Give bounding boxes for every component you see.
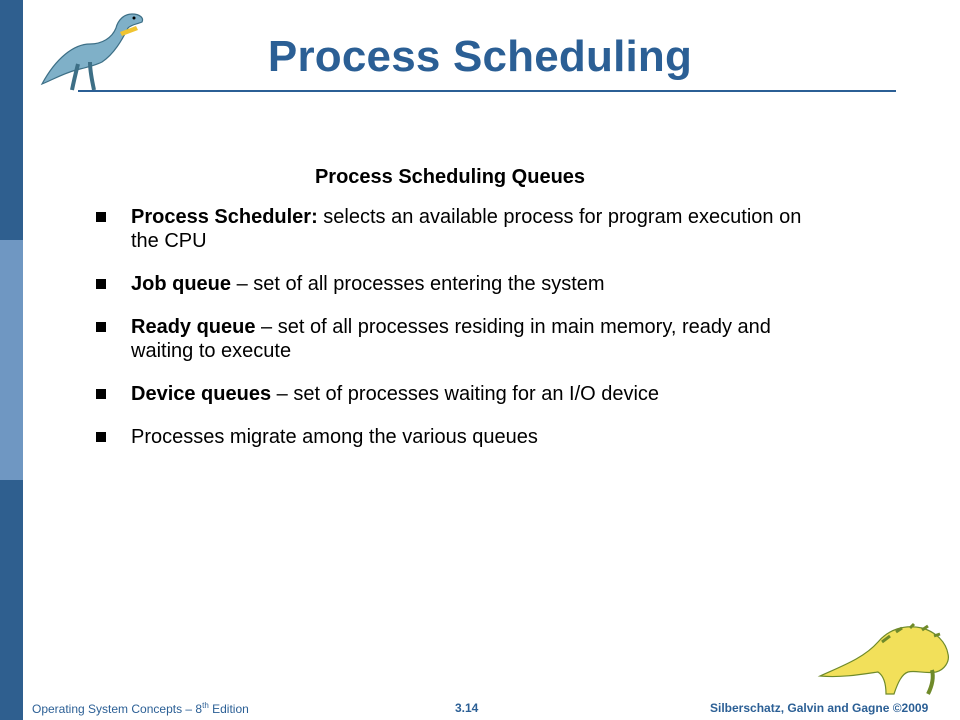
footer-book-title-text: Operating System Concepts – 8 [32,702,203,716]
slide-title: Process Scheduling [267,32,693,81]
left-sidebar-bar [0,0,23,720]
bullet-text: – set of processes waiting for an I/O device [271,383,660,405]
bullet-item [96,425,816,449]
bullet-text: Processes migrate among the various queues [131,426,538,448]
bullet-term: Ready queue [131,316,256,338]
square-bullet-icon [96,322,106,332]
dinosaur-icon [812,612,960,698]
title-underline [78,90,896,92]
section-subtitle: Process Scheduling Queues [314,166,586,188]
square-bullet-icon [96,389,106,399]
square-bullet-icon [96,279,106,289]
sidebar-segment-middle [0,240,23,480]
bullet-text: – set of all processes entering the system [231,273,605,295]
bullet-item [96,272,816,296]
footer-book-title-sup: th [202,701,209,710]
bullet-term: Job queue [131,273,232,295]
footer-book-title [32,701,249,716]
bullet-text: – set of all processes residing in main memory, ready and waiting to execute [131,316,771,362]
bullet-item [96,205,816,253]
bullet-item [96,382,816,406]
square-bullet-icon [96,212,106,222]
footer-book-title-suffix: Edition [208,702,249,716]
bullet-term: Process Scheduler: [131,206,318,228]
square-bullet-icon [96,432,106,442]
bullet-item [96,315,816,363]
footer-copyright: Silberschatz, Galvin and Gagne ©2009 [710,701,929,715]
bullet-term: Device queues [131,383,272,405]
sidebar-segment-bottom [0,480,23,720]
page-number: 3.14 [455,701,479,715]
bullet-text: selects an available process for program execution on the CPU [131,206,802,252]
bullet-list [96,205,816,468]
